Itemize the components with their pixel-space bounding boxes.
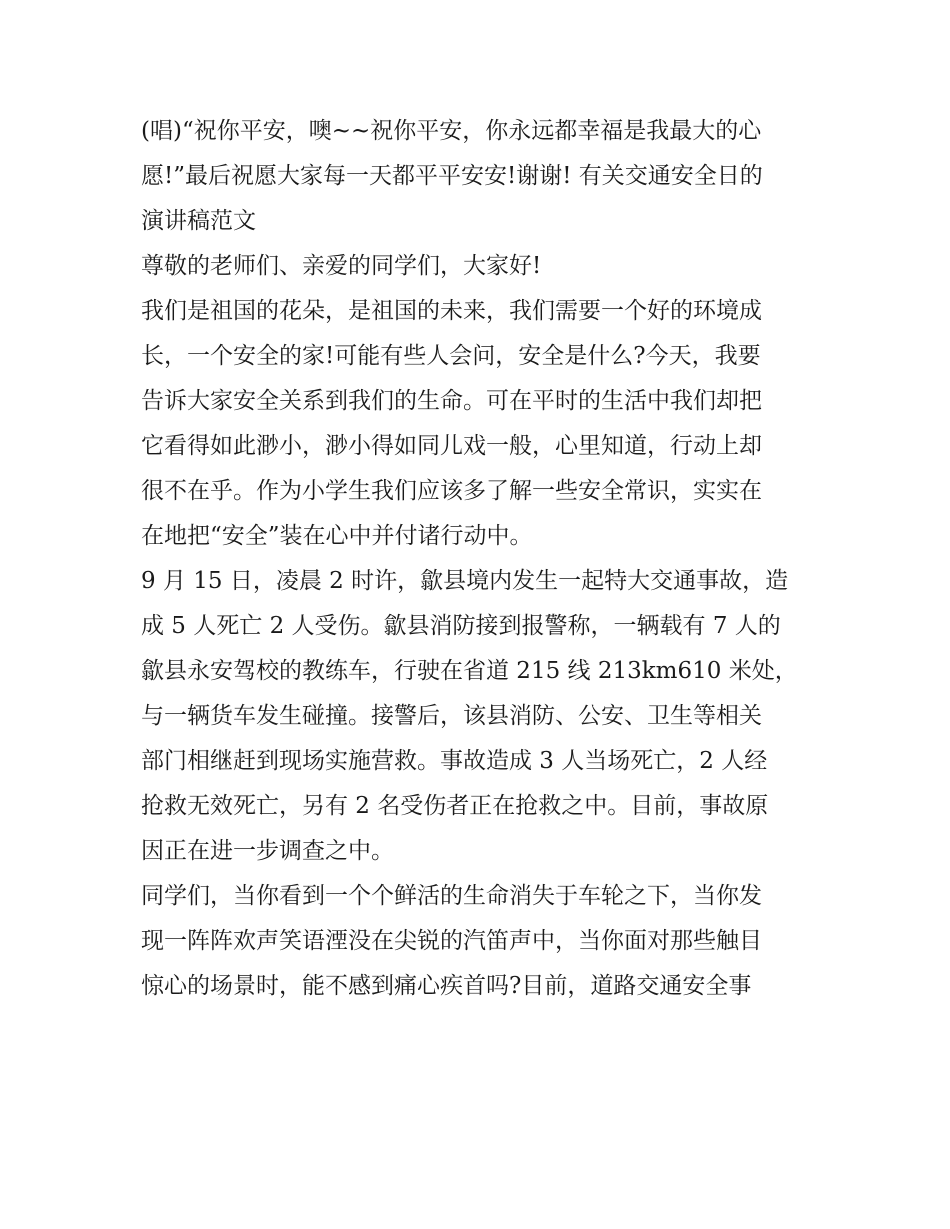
document-body — [141, 109, 821, 1009]
text-line: 与一辆货车发生碰撞。接警后，该县消防、公安、卫生等相关 — [141, 703, 762, 729]
text-line: 因正在进一步调查之中。 — [141, 838, 394, 864]
text-line: 部门相继赶到现场实施营救。事故造成 3 人当场死亡，2 人经 — [141, 748, 768, 774]
text-line: 抢救无效死亡，另有 2 名受伤者正在抢救之中。目前，事故原 — [141, 793, 769, 819]
text-line: 在地把“安全”装在心中并付诸行动中。 — [141, 523, 533, 549]
text-line: 成 5 人死亡 2 人受伤。歙县消防接到报警称，一辆载有 7 人的 — [141, 613, 781, 639]
text-line: 9 月 15 日，凌晨 2 时许，歙县境内发生一起特大交通事故，造 — [141, 568, 789, 594]
text-line: 我们是祖国的花朵，是祖国的未来，我们需要一个好的环境成 — [141, 298, 762, 324]
text-line: 惊心的场景时，能不感到痛心疾首吗?目前，道路交通安全事 — [141, 973, 752, 999]
text-line: 现一阵阵欢声笑语湮没在尖锐的汽笛声中，当你面对那些触目 — [141, 928, 762, 954]
text-line: 演讲稿范文 — [141, 208, 256, 234]
text-line: 同学们，当你看到一个个鲜活的生命消失于车轮之下，当你发 — [141, 883, 762, 909]
text-line: 愿!”最后祝愿大家每一天都平平安安!谢谢! 有关交通安全日的 — [141, 163, 763, 189]
text-line: (唱)“祝你平安，噢~~祝你平安，你永远都幸福是我最大的心 — [141, 118, 762, 144]
text-line: 很不在乎。作为小学生我们应该多了解一些安全常识，实实在 — [141, 478, 762, 504]
text-line: 尊敬的老师们、亲爱的同学们，大家好! — [141, 253, 542, 279]
text-line: 长，一个安全的家!可能有些人会问，安全是什么?今天，我要 — [141, 343, 761, 369]
text-line: 它看得如此渺小，渺小得如同儿戏一般，心里知道，行动上却 — [141, 433, 762, 459]
text-line: 歙县永安驾校的教练车，行驶在省道 215 线 213km610 米处， — [141, 658, 798, 684]
text-line: 告诉大家安全关系到我们的生命。可在平时的生活中我们却把 — [141, 388, 762, 414]
